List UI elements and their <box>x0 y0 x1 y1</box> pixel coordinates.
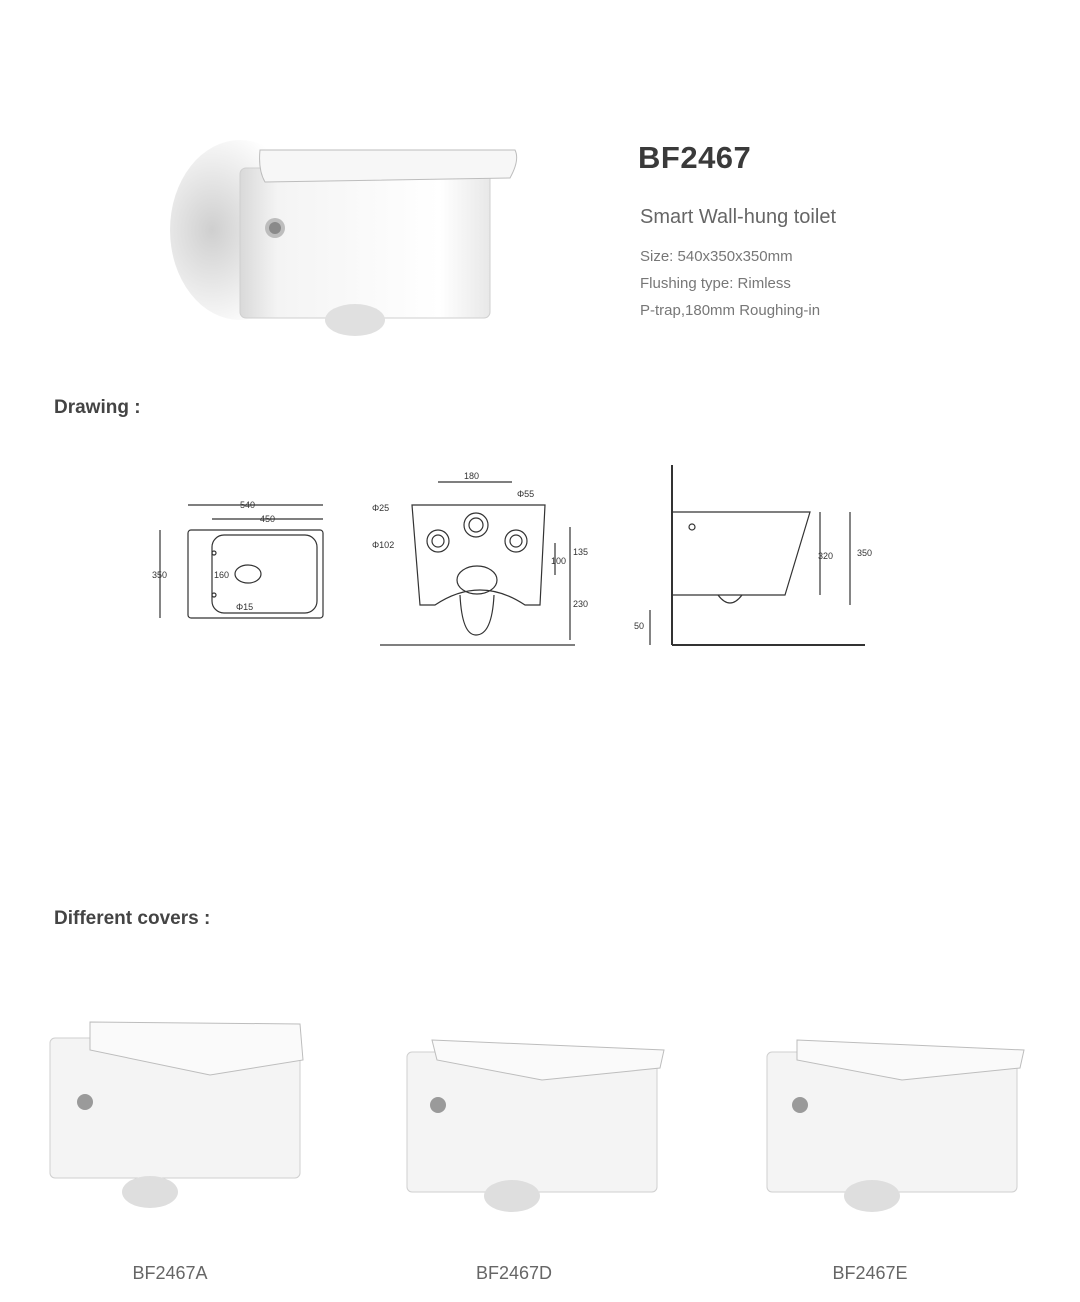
product-subtitle: Smart Wall-hung toilet <box>640 206 836 228</box>
dim-d102: Φ102 <box>372 540 395 550</box>
dim-230: 230 <box>573 599 589 609</box>
spec-flushing: Flushing type: Rimless <box>640 275 791 292</box>
dim-320: 320 <box>818 551 834 561</box>
product-image <box>170 120 530 360</box>
dim-d55: Φ55 <box>517 489 535 499</box>
dim-350: 350 <box>152 570 168 580</box>
dim-135: 135 <box>573 547 589 557</box>
technical-drawings <box>150 455 880 680</box>
dim-100: 100 <box>551 556 567 566</box>
cover-label-a: BF2467A <box>132 1263 208 1283</box>
dim-540: 540 <box>240 500 256 510</box>
dim-450: 450 <box>260 514 276 524</box>
dim-350-side: 350 <box>857 548 873 558</box>
drawing-heading: Drawing : <box>54 397 141 418</box>
back-view-drawing <box>372 471 588 645</box>
dim-d25: Φ25 <box>372 503 390 513</box>
cover-label-e: BF2467E <box>832 1263 908 1283</box>
dim-180: 180 <box>464 471 480 481</box>
dim-50: 50 <box>634 621 645 631</box>
spec-size: Size: 540x350x350mm <box>640 248 793 265</box>
cover-label-d: BF2467D <box>475 1263 553 1283</box>
top-view-drawing <box>152 500 323 618</box>
spec-trap: P-trap,180mm Roughing-in <box>640 302 821 319</box>
cover-image-a <box>45 1010 315 1220</box>
covers-heading: Different covers : <box>54 908 211 929</box>
cover-image-d <box>402 1010 672 1220</box>
dim-d15: Φ15 <box>236 602 254 612</box>
product-model: BF2467 <box>638 140 752 175</box>
dim-160: 160 <box>214 570 230 580</box>
cover-image-e <box>762 1010 1032 1220</box>
side-view-drawing <box>634 465 872 645</box>
